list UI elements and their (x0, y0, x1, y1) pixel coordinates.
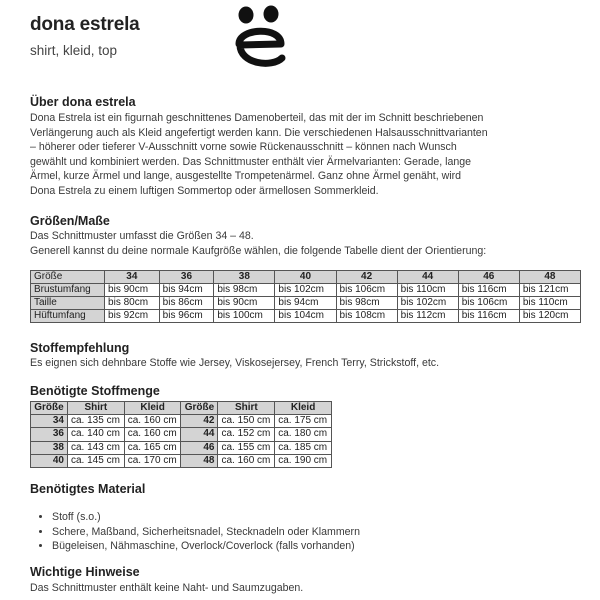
table-header-cell: Shirt (67, 402, 124, 415)
table-cell: ca. 152 cm (218, 428, 275, 441)
table-cell: ca. 160 cm (124, 428, 181, 441)
table-header-cell: Shirt (218, 402, 275, 415)
fabric-amount-table (30, 401, 332, 468)
table-cell: bis 120cm (519, 310, 580, 323)
table-cell: ca. 160 cm (218, 454, 275, 467)
table-cell: bis 106cm (336, 284, 397, 297)
notes-text: Das Schnittmuster enthält keine Naht- und Saumzugaben. (30, 582, 304, 594)
table-cell: bis 96cm (159, 310, 214, 323)
table-cell: ca. 145 cm (67, 454, 124, 467)
sizes-line: Generell kannst du deine normale Kaufgröße wählen, die folgende Tabelle dient der Orientierung: (30, 244, 487, 257)
table-cell: 44 (181, 428, 218, 441)
table-cell: ca. 190 cm (275, 454, 332, 467)
page-subtitle: shirt, kleid, top (30, 43, 118, 58)
table-cell: 38 (31, 441, 68, 454)
table-cell: bis 108cm (336, 310, 397, 323)
table-cell: bis 106cm (458, 297, 519, 310)
table-cell: ca. 165 cm (124, 441, 181, 454)
table-cell: 42 (181, 415, 218, 428)
table-header-cell: Kleid (275, 402, 332, 415)
list-item: • Stoff (s.o.) (52, 510, 360, 525)
about-line: Dona Estrela ist ein figurnah geschnittenes Damenoberteil, das mit der im Schnitt beschriebenen (30, 112, 484, 124)
sizes-text (30, 229, 580, 258)
about-line: Verlängerung auch als Kleid angefertigt werden kann. Die verschiedenen Halsausschnittvarianten (30, 126, 488, 139)
table-header-cell: 42 (336, 271, 397, 284)
sizes-heading: Größen/Maße (30, 214, 110, 228)
table-header-cell: 44 (397, 271, 458, 284)
size-chart-table (30, 270, 581, 323)
table-row (31, 454, 332, 467)
about-text (30, 111, 580, 199)
table-cell: bis 110cm (519, 297, 580, 310)
table-cell: bis 90cm (105, 284, 160, 297)
table-header-cell: 46 (458, 271, 519, 284)
table-cell: ca. 175 cm (275, 415, 332, 428)
table-cell: ca. 150 cm (218, 415, 275, 428)
list-item: • Bügeleisen, Nähmaschine, Overlock/Coverlock (falls vorhanden) (52, 539, 360, 554)
material-heading: Benötigtes Material (30, 482, 146, 496)
sizes-line: Das Schnittmuster umfasst die Größen 34 – 48. (30, 230, 254, 242)
table-cell: 46 (181, 441, 218, 454)
table-cell: bis 112cm (397, 310, 458, 323)
notes-heading: Wichtige Hinweise (30, 565, 140, 579)
table-cell: bis 104cm (275, 310, 336, 323)
about-heading: Über dona estrela (30, 95, 136, 109)
table-cell: ca. 185 cm (275, 441, 332, 454)
about-line: Ärmel, kurze Ärmel und lange, ausgestellte Trompetenärmel. Ganz ohne Ärmel genäht, wird (30, 170, 462, 183)
table-cell: bis 102cm (275, 284, 336, 297)
table-cell: bis 92cm (105, 310, 160, 323)
fabric-text: Es eignen sich dehnbare Stoffe wie Jersey, Viskosejersey, French Terry, Strickstoff, etc. (30, 357, 440, 369)
table-cell: ca. 160 cm (124, 415, 181, 428)
table-cell: ca. 170 cm (124, 454, 181, 467)
table-cell: bis 86cm (159, 297, 214, 310)
table-header-cell: 40 (275, 271, 336, 284)
table-header-cell: Größe (181, 402, 218, 415)
table-header-cell: 34 (105, 271, 160, 284)
e-umlaut-logo-icon (226, 2, 294, 72)
table-header-row (31, 402, 332, 415)
table-cell: ca. 155 cm (218, 441, 275, 454)
table-cell: bis 116cm (458, 310, 519, 323)
table-header-cell: 38 (214, 271, 275, 284)
list-item: • Schere, Maßband, Sicherheitsnadel, Stecknadeln oder Klammern (52, 525, 360, 540)
table-cell: bis 80cm (105, 297, 160, 310)
table-cell: ca. 180 cm (275, 428, 332, 441)
about-line: – höherer oder tieferer V-Ausschnitt vorne sowie Rückenausschnitt – können nach Wunsch (30, 141, 457, 154)
table-header-cell: Größe (31, 402, 68, 415)
table-cell: ca. 140 cm (67, 428, 124, 441)
table-cell: bis 121cm (519, 284, 580, 297)
table-cell: 34 (31, 415, 68, 428)
table-cell: 36 (31, 428, 68, 441)
table-cell: bis 116cm (458, 284, 519, 297)
table-cell: bis 98cm (336, 297, 397, 310)
table-header-cell: Größe (31, 271, 105, 284)
table-cell: bis 110cm (397, 284, 458, 297)
table-cell: 40 (31, 454, 68, 467)
table-header-row (31, 271, 581, 284)
table-cell: bis 100cm (214, 310, 275, 323)
table-cell: bis 102cm (397, 297, 458, 310)
table-header-cell: Kleid (124, 402, 181, 415)
about-line: Dona Estrela zu einem luftigen Sommertop oder ärmellosen Sommerkleid. (30, 184, 379, 197)
table-header-cell: 36 (159, 271, 214, 284)
table-cell: bis 94cm (159, 284, 214, 297)
table-row (31, 297, 581, 310)
table-row (31, 441, 332, 454)
table-row-label: Brustumfang (31, 284, 105, 297)
table-cell: 48 (181, 454, 218, 467)
fabric-heading: Stoffempfehlung (30, 341, 130, 355)
amount-heading: Benötigte Stoffmenge (30, 384, 160, 398)
material-list (30, 510, 360, 554)
table-cell: ca. 143 cm (67, 441, 124, 454)
table-row-label: Hüftumfang (31, 310, 105, 323)
table-row (31, 428, 332, 441)
table-row (31, 310, 581, 323)
table-row (31, 415, 332, 428)
table-cell: bis 94cm (275, 297, 336, 310)
about-line: gewählt und kombiniert werden. Das Schnittmuster enthält vier Ärmelvarianten: Gerade, lange (30, 155, 472, 168)
table-cell: bis 90cm (214, 297, 275, 310)
table-header-cell: 48 (519, 271, 580, 284)
table-cell: bis 98cm (214, 284, 275, 297)
table-cell: ca. 135 cm (67, 415, 124, 428)
table-row (31, 284, 581, 297)
page-title: dona estrela (30, 14, 140, 35)
table-row-label: Taille (31, 297, 105, 310)
